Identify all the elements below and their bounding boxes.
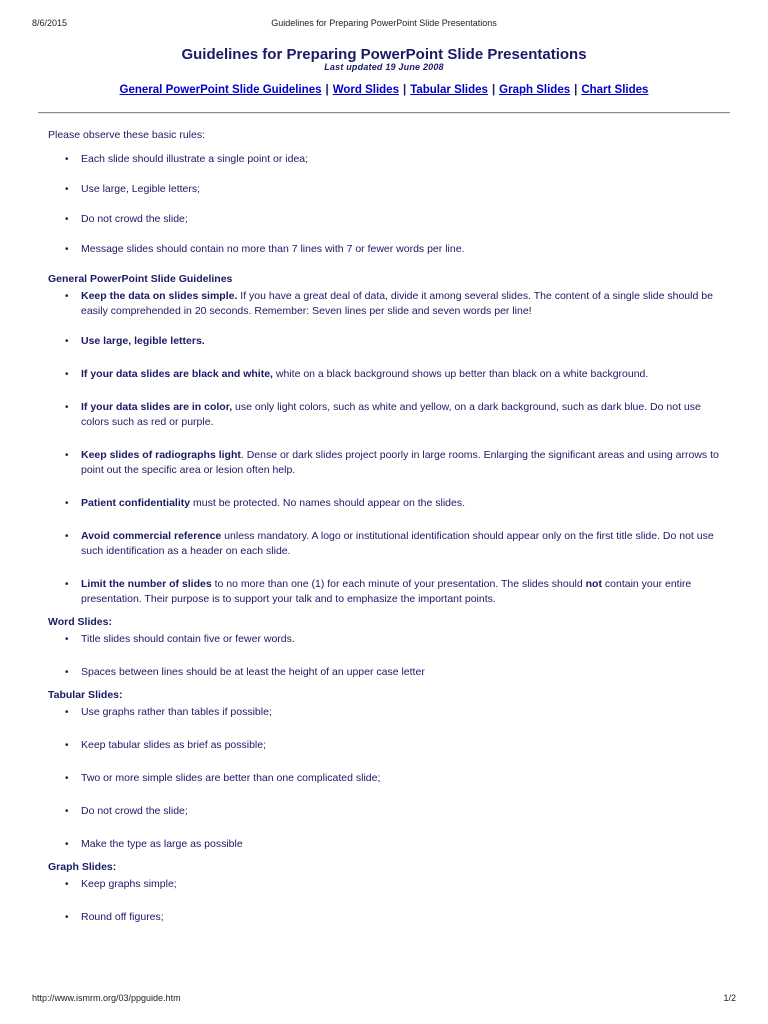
list-item [48,804,728,819]
list-item [48,910,728,925]
list-item-text: . Dense or dark slides project poorly in large rooms. Enlarging the significant areas and using arrows to point out the specific area or lesion often help. [81,449,719,476]
section-heading-graph-slides: Graph Slides: [48,861,117,873]
list-item-bold: If your data slides are in color, [81,401,233,413]
print-url: http://www.ismrm.org/03/ppguide.htm [32,993,181,1003]
list-item [48,877,728,892]
word-slides-list [48,632,728,680]
bullet-icon: • [65,154,69,165]
print-title: Guidelines for Preparing PowerPoint Slide Presentations [271,18,497,28]
list-item [48,367,728,382]
list-item-text: Message slides should contain no more than 7 lines with 7 or fewer words per line. [81,243,465,255]
list-item-bold: Keep the data on slides simple. [81,290,238,302]
general-guidelines-list [48,289,728,607]
list-item-bold: Use large, legible letters. [81,335,205,347]
bullet-icon: • [65,450,69,461]
tabular-slides-list [48,705,728,852]
bullet-icon: • [65,806,69,817]
nav-separator: | [325,84,329,96]
list-item-bold: If your data slides are black and white, [81,368,273,380]
list-item [48,705,728,720]
list-item [48,771,728,786]
nav-link-word-slides[interactable]: Word Slides [332,84,399,96]
list-item-bold: Keep slides of radiographs light [81,449,241,461]
list-item-bold: not [585,578,602,590]
nav-separator: | [402,84,407,96]
list-item-text: use only light colors, such as white and yellow, on a dark background, such as dark blue. Do not use colors such as red or purple. [81,401,701,428]
bullet-icon: • [65,214,69,225]
intro-text: Please observe these basic rules: [48,129,206,141]
bullet-icon: • [65,707,69,718]
bullet-icon: • [65,879,69,890]
basic-rules-list [48,152,728,257]
horizontal-rule [38,112,730,114]
list-item-text: Make the type as large as possible [81,838,243,850]
list-item-text: Use graphs rather than tables if possible; [81,706,272,718]
section-heading-general: General PowerPoint Slide Guidelines [48,273,233,285]
list-item-bold: Limit the number of slides [81,578,212,590]
list-item [48,577,728,607]
bullet-icon: • [65,498,69,509]
list-item [48,632,728,647]
section-heading-tabular-slides: Tabular Slides: [48,689,123,701]
list-item [48,448,728,478]
list-item [48,496,728,511]
list-item [48,152,728,167]
bullet-icon: • [65,531,69,542]
list-item-text: Keep graphs simple; [81,878,177,890]
bullet-icon: • [65,740,69,751]
list-item-text: Spaces between lines should be at least the height of an upper case letter [81,666,425,678]
bullet-icon: • [65,634,69,645]
list-item-bold: Avoid commercial reference [81,530,222,542]
bullet-icon: • [65,402,69,413]
bullet-icon: • [65,369,69,380]
list-item [48,665,728,680]
list-item [48,529,728,559]
list-item [48,738,728,753]
nav-separator: | [491,84,496,96]
list-item-text: unless mandatory. A logo or institutional identification should appear only on the first title slide. Do not use such identification as a header on each slide. [81,530,714,557]
graph-slides-list [48,877,728,925]
list-item [48,334,728,349]
list-item-text: Do not crowd the slide; [81,805,188,817]
nav-link-graph-slides[interactable]: Graph Slides [499,84,571,96]
bullet-icon: • [65,244,69,255]
print-header [32,18,736,30]
list-item [48,289,728,319]
list-item [48,242,728,257]
list-item-text: Title slides should contain five or fewer words. [81,633,295,645]
bullet-icon: • [65,839,69,850]
section-heading-word-slides: Word Slides: [48,616,112,628]
last-updated: Last updated 19 June 2008 [324,62,444,72]
bullet-icon: • [65,336,69,347]
nav-link-chart-slides[interactable]: Chart Slides [581,84,649,96]
bullet-icon: • [65,912,69,923]
list-item-text: Round off figures; [81,911,164,923]
page-title: Guidelines for Preparing PowerPoint Slide Presentations [181,46,587,63]
list-item [48,400,728,430]
list-item-text: Each slide should illustrate a single point or idea; [81,153,309,165]
list-item-text: to no more than one (1) for each minute of your presentation. The slides should [211,578,586,590]
list-item-bold: Patient confidentiality [81,497,191,509]
bullet-icon: • [65,773,69,784]
print-footer [32,993,736,1005]
list-item [48,837,728,852]
nav-separator: | [574,84,578,96]
list-item-text: If you have a great deal of data, divide it among several slides. The content of a single slide should be easily comprehended in 20 seconds. Remember: Seven lines per slide and seven words per line! [81,290,713,317]
list-item-text: Two or more simple slides are better than one complicated slide; [81,772,381,784]
list-item-text: contain your entire presentation. Their purpose is to support your talk and to emphasize the important points. [81,578,692,605]
bullet-icon: • [65,667,69,678]
page-number: 1/2 [723,993,736,1003]
list-item-text: white on a black background shows up better than black on a white background. [272,368,649,380]
bullet-icon: • [65,291,69,302]
list-item-text: must be protected. No names should appear on the slides. [190,497,466,509]
print-date: 8/6/2015 [32,18,68,28]
list-item [48,182,728,197]
list-item-text: Do not crowd the slide; [81,213,188,225]
list-item-text: Use large, Legible letters; [81,183,201,195]
bullet-icon: • [65,579,69,590]
bullet-icon: • [65,184,69,195]
nav-link-tabular-slides[interactable]: Tabular Slides [410,84,488,96]
section-nav [0,84,768,96]
list-item-text: Keep tabular slides as brief as possible; [81,739,267,751]
nav-link-general[interactable]: General PowerPoint Slide Guidelines [119,84,322,96]
list-item [48,212,728,227]
main-content [48,124,728,925]
